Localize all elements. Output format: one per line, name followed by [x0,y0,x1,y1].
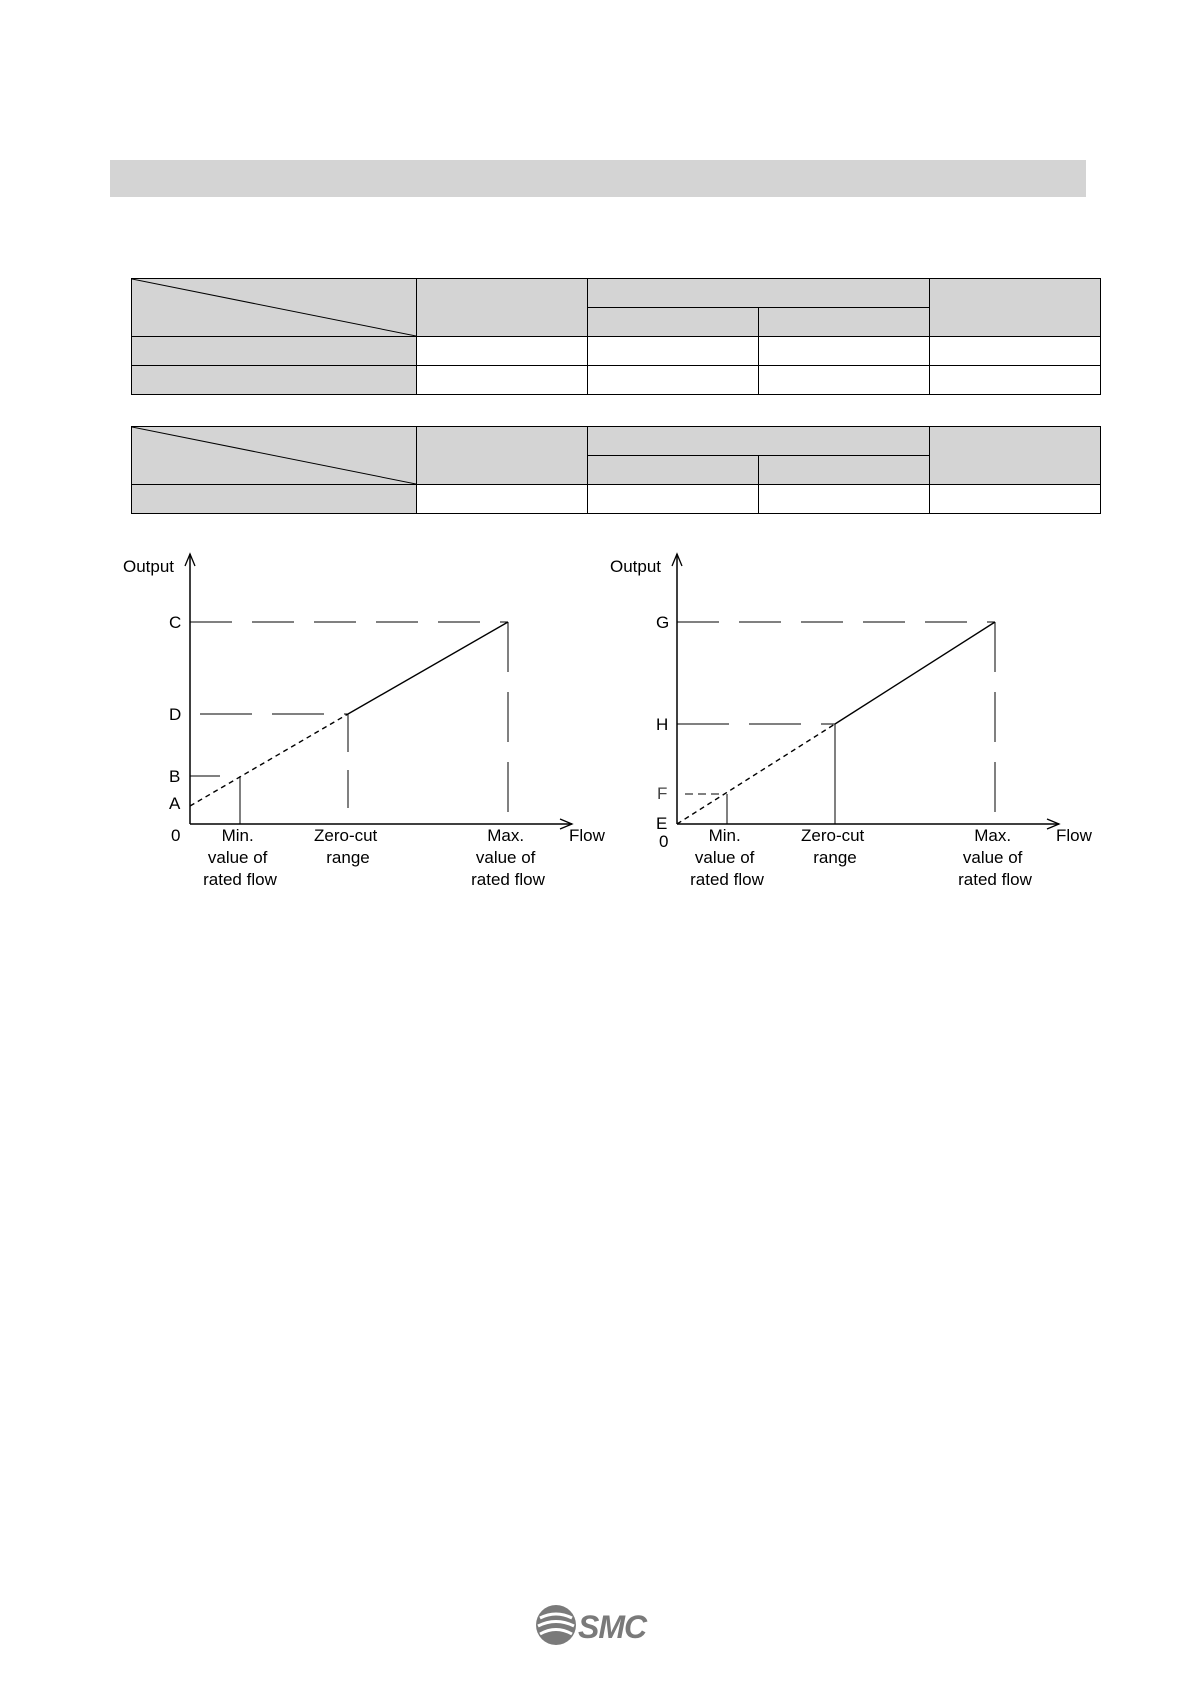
output-flow-graph-right [607,548,1092,908]
table-row [132,337,1101,366]
marker-e: E [656,814,668,833]
subheader-cell [759,308,930,337]
header-cell [417,279,588,337]
table-cell [759,337,930,366]
smc-logo [534,1602,664,1648]
marker-g: G [656,613,670,632]
x-label-zero-cut: Zero-cut range [313,826,378,867]
header-cell [417,427,588,485]
table-cell [588,337,759,366]
table-cell [588,485,759,514]
row-label-cell [132,366,417,395]
characteristic-solid-segment [835,622,995,724]
characteristic-dashed-segment [677,724,835,824]
origin-label: 0 [659,832,669,851]
table-header-row [132,279,1101,308]
table-cell [930,337,1101,366]
characteristic-solid-segment [348,622,508,714]
header-cell-group [588,427,930,456]
row-label-cell [132,485,417,514]
section-header-bar [110,160,1086,197]
y-axis-label: Output [610,557,662,576]
table-cell [930,366,1101,395]
characteristic-dashed-segment [190,714,348,806]
x-label-zero-cut: Zero-cut range [800,826,865,867]
subheader-cell [588,308,759,337]
diagonal-corner-cell [132,427,417,485]
marker-b: B [169,767,181,786]
x-label-max: Max. value of rated flow [471,826,545,889]
marker-d: D [169,705,182,724]
x-label-min: Min. value of rated flow [690,826,764,889]
origin-label: 0 [171,826,181,845]
marker-a: A [169,794,181,813]
table-header-row [132,427,1101,456]
table-row [132,366,1101,395]
marker-c: C [169,613,182,632]
table-cell [417,366,588,395]
table-cell [588,366,759,395]
logo-text: SMC [578,1609,647,1645]
header-cell-group [588,279,930,308]
marker-f: F [657,784,668,803]
table-cell [417,337,588,366]
table-cell [759,485,930,514]
table-cell [759,366,930,395]
x-label-min: Min. value of rated flow [203,826,277,889]
table-cell [417,485,588,514]
table-row [132,485,1101,514]
x-axis-label: Flow [569,826,605,845]
spec-table-2 [131,426,1101,514]
row-label-cell [132,337,417,366]
y-axis-label: Output [123,557,175,576]
header-cell [930,427,1101,485]
table-cell [930,485,1101,514]
spec-table-1 [131,278,1101,395]
marker-h: H [656,715,669,734]
diagonal-corner-cell [132,279,417,337]
subheader-cell [759,456,930,485]
x-label-max: Max. value of rated flow [958,826,1032,889]
x-axis-label: Flow [1056,826,1092,845]
header-cell [930,279,1101,337]
output-flow-graph-left [120,548,605,908]
smc-swirl-icon [536,1605,576,1645]
subheader-cell [588,456,759,485]
